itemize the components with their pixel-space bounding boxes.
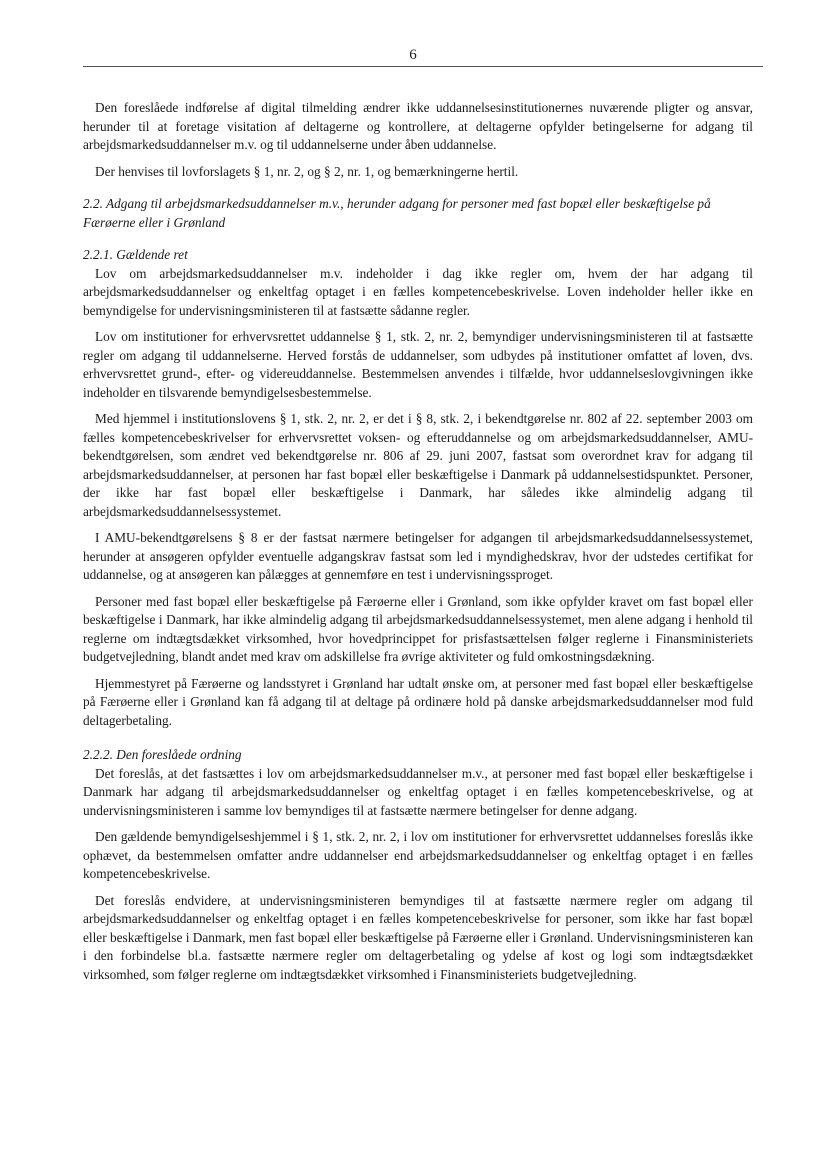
section-2-2-1-paragraph-1: Lov om arbejdsmarkedsuddannelser m.v. indeholder i dag ikke regler om, hvem der har adgang til arbejdsmarkedsuddannelser og enkeltfag optaget i en fælles kompetencebeskrivelse. Loven indeholder heller ikke en bemyndigelse for undervisningsministeren til at fastsætte sådanne regler.	[83, 265, 753, 318]
section-2-2-1-paragraph-4: I AMU-bekendtgørelsens § 8 er der fastsat nærmere betingelser for adgangen til arbejdsmarkedsuddannelsessystemet, herunder at ansøgeren opfylder eventuelle adgangskrav fastsat som led i myndighedskrav, hvor der udstedes certifikat for uddannelse, og at ansøgeren kan pålægges at gennemføre en test i undervisningssproget.	[83, 530, 753, 582]
section-2-2-1-paragraph-5: Personer med fast bopæl eller beskæftigelse på Færøerne eller i Grønland, som ikke opfylder kravet om fast bopæl eller beskæftigelse i Danmark, har ikke almindelig adgang til arbejdsmarkedsuddannelsessystemet, men alene adgang i henhold til reglerne om indtægtsdækket virksomhed, hvor hovedprincippet for prisfastsættelsen følger reglerne i Finansministeriets budgetvejledning, blandt andet med krav om adskillelse fra øvrige aktiviteter og fuld omkostningsdækning.	[83, 593, 753, 664]
intro-paragraph-1: Den foreslåede indførelse af digital tilmelding ændrer ikke uddannelsesinstitutionernes nuværende pligter og ansvar, herunder til at foretage visitation af deltagerne og kontrollere, at deltagerne opfylder betingelserne for adgang til arbejdsmarkedsuddannelser m.v. og til uddannelserne under åben uddannelse.	[83, 100, 753, 152]
intro-paragraph-2: Der henvises til lovforslagets § 1, nr. 2, og § 2, nr. 1, og bemærkningerne hertil.	[95, 163, 519, 179]
section-2-2-2-paragraph-1: Det foreslås, at det fastsættes i lov om arbejdsmarkedsuddannelser m.v., at personer med fast bopæl eller beskæftigelse i Danmark har adgang til arbejdsmarkedsuddannelser og enkeltfag optaget i en fælles kompetencebeskrivelse, og at undervisningsministeren i samme lov bemyndiges til at fastsætte nærmere betingelser for denne adgang.	[83, 765, 753, 818]
section-2-2-1-paragraph-6: Hjemmestyret på Færøerne og landsstyret i Grønland har udtalt ønske om, at personer med fast bopæl eller beskæftigelse på Færøerne eller i Grønland kan få adgang til at deltage på ordinære hold på danske arbejdsmarkedsuddannelser mod fuld deltagerbetaling.	[83, 675, 753, 728]
section-2-2-1-paragraph-2: Lov om institutioner for erhvervsrettet uddannelse § 1, stk. 2, nr. 2, bemyndiger undervisningsministeren til at fastsætte regler om adgang til uddannelserne. Herved forstås de uddannelser, som udbydes på institutioner omfattet af loven, dvs. erhvervsrettet grund-, efter- og videreuddannelse. Bestemmelsen anvendes i tilfælde, hvor uddannelseslovgivningen ikke indeholder en tilsvarende bemyndigelsesbestemmelse.	[83, 329, 753, 400]
header-rule	[83, 66, 763, 67]
section-2-2-1-paragraph-3: Med hjemmel i institutionslovens § 1, stk. 2, nr. 2, er det i § 8, stk. 2, i bekendtgørelse nr. 802 af 22. september 2003 om fælles kompetencebeskrivelser for erhvervsrettet voksen- og efteruddannelse og om arbejdsmarkedsuddannelser, AMU-bekendtgørelsen, som ændret ved bekendtgørelse nr. 806 af 29. juni 2007, fastsat som overordnet krav for adgang til arbejdsmarkedsuddannelser, at personen har fast bopæl eller beskæftigelse i Danmark på uddannelsestidspunktet. Personer, der ikke har fast bopæl eller beskæftigelse i Danmark, har således ikke almindelig adgang til arbejdsmarkedsuddannelsessystemet.	[83, 411, 753, 519]
section-gap	[83, 738, 753, 746]
section-2-2-2-heading: 2.2.2. Den foreslåede ordning	[83, 747, 242, 762]
section-2-2-1-heading: 2.2.1. Gældende ret	[83, 247, 188, 262]
section-2-2-2-paragraph-3: Det foreslås endvidere, at undervisningsministeren bemyndiges til at fastsætte nærmere regler om adgang til arbejdsmarkedsuddannelser og enkeltfag optaget i en fælles kompetencebeskrivelse for personer, som ikke har fast bopæl eller beskæftigelse i Danmark, men fast bopæl eller beskæftigelse på Færøerne eller i Grønland. Undervisningsministeren kan i den forbindelse bl.a. fastsætte nærmere regler om deltagerbetaling og ydelse af kost og logi som indtægtsdækket virksomhed, som følger reglerne om indtægtsdækket virksomhed i Finansministeriets budgetvejledning.	[83, 892, 753, 982]
section-2-2-heading: 2.2. Adgang til arbejdsmarkedsuddannelser m.v., herunder adgang for personer med fast bopæl eller beskæftigelse på Færøerne eller i Grønland	[83, 196, 711, 230]
page-number: 6	[409, 47, 417, 63]
section-2-2-2-paragraph-2: Den gældende bemyndigelseshjemmel i § 1, stk. 2, nr. 2, i lov om institutioner for erhvervsrettet uddannelses foreslås ikke ophævet, da bestemmelsen omfatter andre uddannelser end arbejdsmarkedsuddannelser og enkeltfag optaget i en fælles kompetencebeskrivelse.	[83, 829, 753, 881]
document-body	[83, 99, 753, 992]
